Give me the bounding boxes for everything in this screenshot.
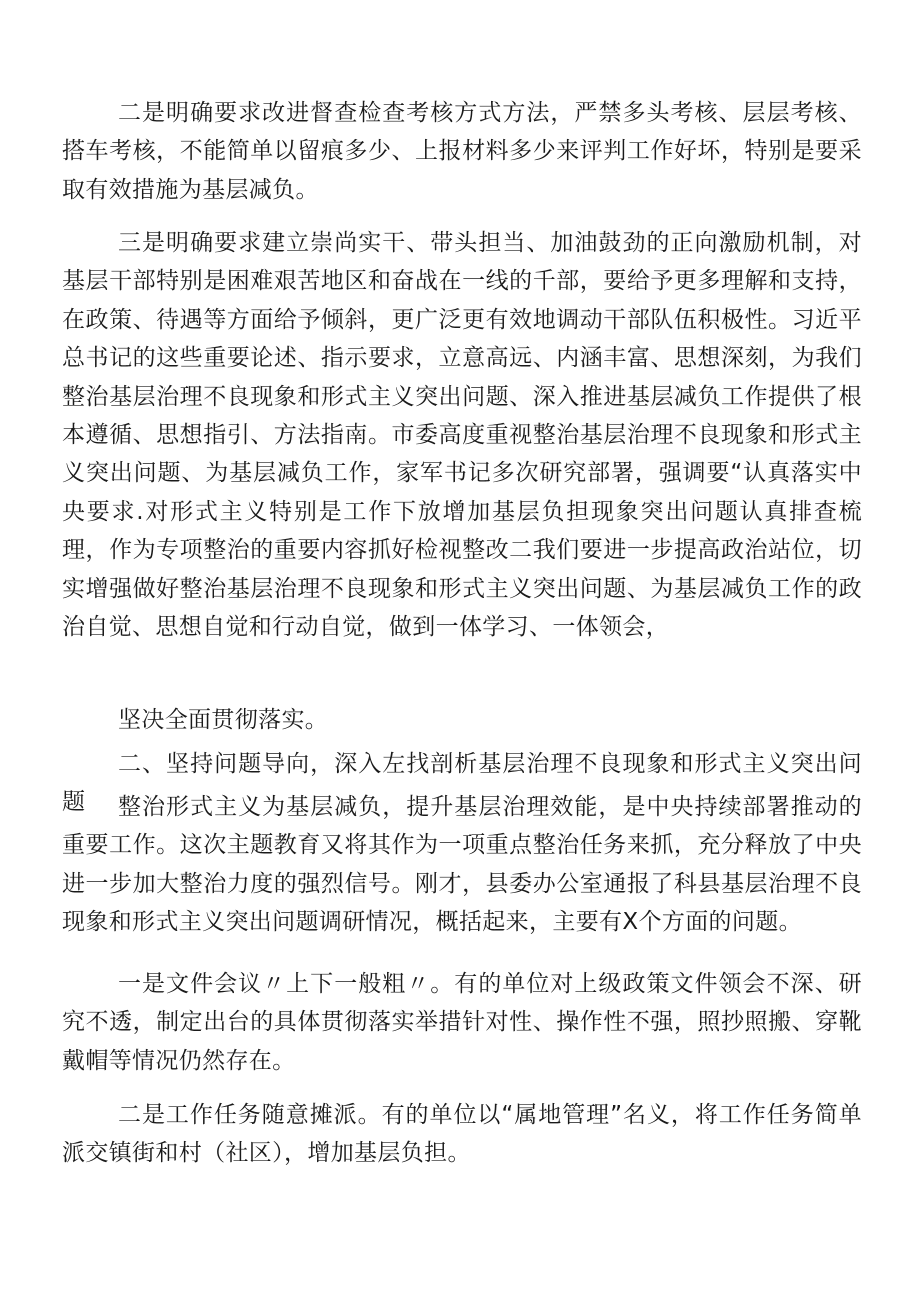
paragraph-task-assignment: 二是工作任务随意摊派。有的单位以“属地管理”名义，将工作任务简单派交镇街和村（社区），增加基层负担。 <box>62 1102 862 1167</box>
paragraph-incentive-mechanism: 三是明确要求建立崇尚实干、带头担当、加油鼓劲的正向激励机制，对基层干部特别是困难艰苦地区和奋战在一线的千部，要给予更多理解和支持，在政策、待遇等方面给予倾斜，更广泛更有效地调动干部队伍积极性。习近平总书记的这些重要论述、指示要求，立意高远、内涵丰富、思想深刻，为我们整治基层治理不良现象和形式主义突出问题、深入推进基层减负工作提供了根本遵循、思想指引、方法指南。市委高度重视整治基层治理不良现象和形式主义突出问题、为基层减负工作，家军书记多次研究部署，强调要“认真落实中央要求.对形式主义特别是工作下放增加基层负担现象突出问题认真排查梳理，作为专项整治的重要内容抓好检视整改二我们要进一步提高政治站位，切实增强做好整治基层治理不良现象和形式主义突出问题、为基层减负工作的政治自觉、思想自觉和行动自觉，做到一体学习、一体领会， <box>62 230 862 641</box>
paragraph-resolute-implementation: 坚决全面贯彻落实。 <box>118 707 329 733</box>
section-heading-problem-oriented: 二、坚持问题导向，深入左找剖析基层治理不良现象和形式主义突出问题 <box>62 751 862 816</box>
paragraph-rectify-formalism: 整治形式主义为基层减负，提升基层治理效能，是中央持续部署推动的重要工作。这次主题教育又将其作为一项重点整治任务来抓，充分释放了中央进一步加大整治力度的强烈信号。刚才，县委办公室通报了科县基层治理不良现象和形式主义突出问题调研情况，概括起来，主要有X个方面的问题。 <box>62 794 862 936</box>
paragraph-inspection-methods: 二是明确要求改进督查检查考核方式方法，严禁多头考核、层层考核、搭车考核，不能简单以留痕多少、上报材料多少来评判工作好坏，特别是要采取有效措施为基层减负。 <box>62 100 862 203</box>
paragraph-documents-meetings: 一是文件会议〃上下一般粗〃。有的单位对上级政策文件领会不深、研究不透，制定出台的具体贯彻落实举措针对性、操作性不强，照抄照搬、穿靴戴帽等情况仍然存在。 <box>62 971 862 1074</box>
